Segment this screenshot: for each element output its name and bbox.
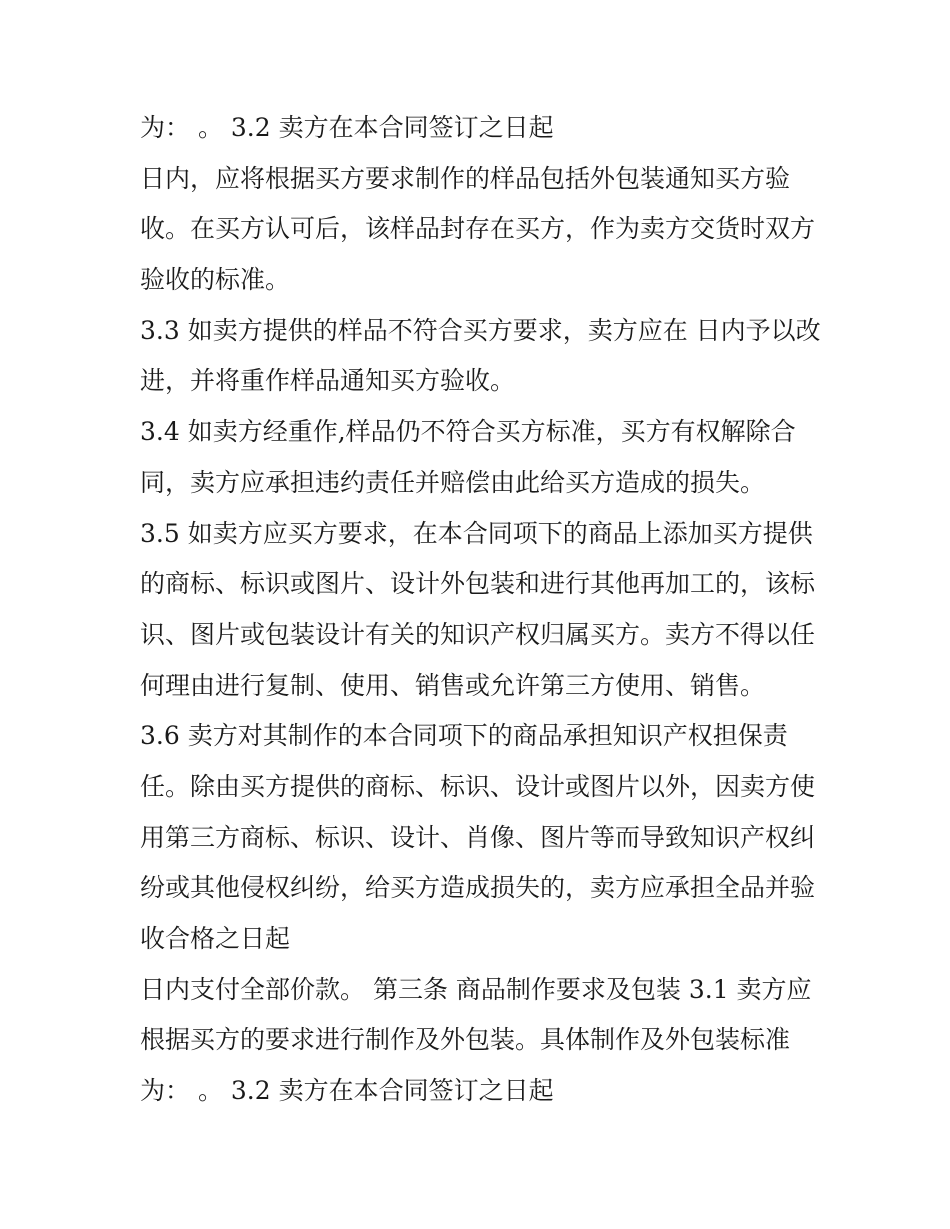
text-line: 日内，应将根据买方要求制作的样品包括外包装通知买方验 xyxy=(140,163,791,193)
text-line: 任。除由买方提供的商标、标识、设计或图片以外，因卖方使 xyxy=(140,771,816,801)
text-line: 为： 。 3.2 卖方在本合同签订之日起 xyxy=(140,113,554,142)
text-line: 收。在买方认可后，该样品封存在买方，作为卖方交货时双方 xyxy=(140,214,816,244)
text-line: 纷或其他侵权纠纷，给买方造成损失的，卖方应承担全品并验 xyxy=(140,873,816,903)
text-line: 3.4 如卖方经重作,样品仍不符合买方标准，买方有权解除合 xyxy=(140,417,796,447)
text-line: 识、图片或包装设计有关的知识产权归属买方。卖方不得以任 xyxy=(140,619,816,649)
text-line: 收合格之日起 xyxy=(140,924,291,953)
text-line: 用第三方商标、标识、设计、肖像、图片等而导致知识产权纠 xyxy=(140,822,816,852)
text-line: 3.6 卖方对其制作的本合同项下的商品承担知识产权担保责 xyxy=(140,721,788,751)
text-line: 3.5 如卖方应买方要求，在本合同项下的商品上添加买方提供 xyxy=(140,518,813,548)
text-line: 验收的标准。 xyxy=(140,265,291,295)
text-line: 为： 。 3.2 卖方在本合同签订之日起 xyxy=(140,1076,554,1106)
text-line: 日内支付全部价款。 第三条 商品制作要求及包装 3.1 卖方应 xyxy=(140,974,812,1004)
text-line: 根据买方的要求进行制作及外包装。具体制作及外包装标准 xyxy=(140,1025,791,1055)
text-line: 的商标、标识或图片、设计外包装和进行其他再加工的，该标 xyxy=(140,569,816,599)
contract-text xyxy=(140,103,820,1117)
text-line: 3.3 如卖方提供的样品不符合买方要求，卖方应在 日内予以改 xyxy=(140,315,821,345)
text-line: 进，并将重作样品通知买方验收。 xyxy=(140,366,516,396)
text-line: 同，卖方应承担违约责任并赔偿由此给买方造成的损失。 xyxy=(140,467,766,497)
text-line: 何理由进行复制、使用、销售或允许第三方使用、销售。 xyxy=(140,670,766,700)
